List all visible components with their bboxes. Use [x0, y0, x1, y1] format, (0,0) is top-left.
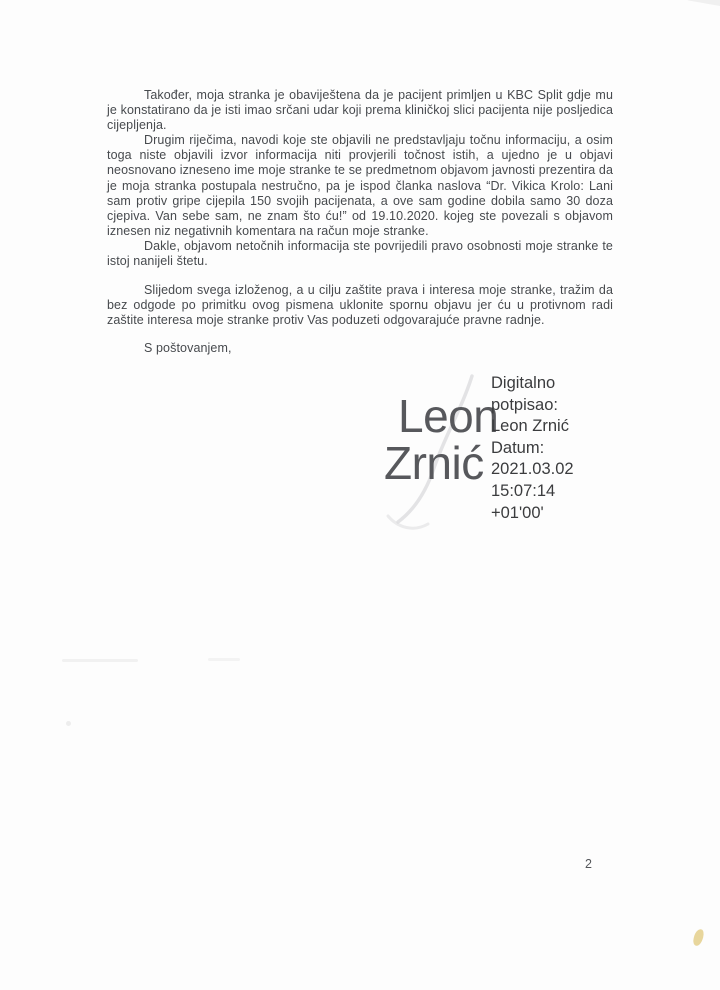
digital-signature-line: potpisao:	[491, 395, 558, 414]
letter-paragraphs	[107, 88, 613, 328]
letter-paragraph: Također, moja stranka je obaviještena da je pacijent primljen u KBC Split gdje mu je konstatirano da je isti imao srčani udar koji prema kliničkoj slici pacijenta nije posljedica cijepljenja.	[107, 88, 613, 133]
letter-body	[107, 88, 613, 357]
digital-signature-line: Datum:	[491, 438, 545, 457]
scan-corner-smudge	[686, 0, 720, 8]
scan-artifact-dot	[66, 721, 71, 726]
scan-yellow-speck	[692, 928, 705, 947]
scan-artifact-line	[208, 658, 240, 661]
page-number: 2	[585, 857, 592, 871]
closing-salutation: S poštovanjem,	[144, 341, 232, 356]
scan-artifact-line	[62, 659, 138, 662]
digital-signature-line: 2021.03.02	[491, 460, 574, 479]
digital-signature-line: 15:07:14	[491, 481, 556, 500]
digital-signature-line: Digitalno	[491, 374, 556, 392]
signature-name-line-1: Leon	[398, 390, 499, 442]
signature-name-line-2: Zrnić	[384, 437, 484, 489]
digital-signature-details	[491, 373, 631, 524]
letter-paragraph: Dakle, objavom netočnih informacija ste povrijedili pravo osobnosti moje stranke te istoj nanijeli štetu.	[107, 238, 613, 269]
digital-signature-line: Leon Zrnić	[491, 417, 569, 436]
letter-paragraph: Drugim riječima, navodi koje ste objavili ne predstavljaju točnu informaciju, a osim toga niste objavili izvor informacija niti provjerili točnost istih, a ujedno je u objavi neosnovano izneseno ime moje stranke te se predmetnom objavom javnosti prezentira da je moja stranka postupala nestručno, pa je ispod članka naslova “Dr. Vikica Krolo: Lani sam protiv gripe cijepila 150 svojih pacijenata, a ove sam godine dobila samo 30 doza cjepiva. Van sebe sam, ne znam što ću!” od 19.10.2020. kojeg ste povezali s objavom iznesen niz negativnih komentara na račun moje stranke.	[107, 133, 613, 238]
digital-signature-line: +01'00'	[491, 503, 544, 522]
letter-paragraph: Slijedom svega izloženog, a u cilju zaštite prava i interesa moje stranke, tražim da bez odgode po primitku ovog pismena uklonite spornu objavu jer ću u protivnom radi zaštite interesa moje stranke protiv Vas poduzeti odgovarajuće pravne radnje.	[107, 283, 613, 328]
